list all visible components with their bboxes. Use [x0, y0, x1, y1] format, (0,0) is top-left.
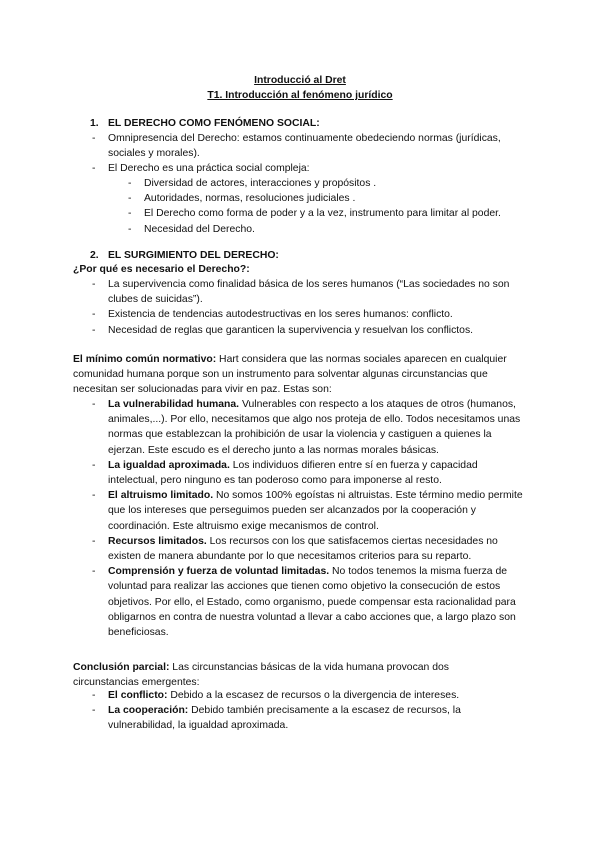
list-item: - Necesidad del Derecho. — [144, 222, 564, 237]
list-item: - Existencia de tendencias autodestructivas en los seres humanos: conflicto. — [108, 307, 528, 322]
list-item: - El Derecho es una práctica social compleja: — [108, 161, 528, 176]
dash-bullet: - — [92, 324, 96, 336]
list-item: - Omnipresencia del Derecho: estamos continuamente obedeciendo normas (jurídicas, sociales y morales). — [92, 133, 501, 160]
dash-bullet: - — [92, 490, 96, 502]
list-item: - La vulnerabilidad humana. Vulnerables con respecto a los ataques de otros (humanos, animales,...). Por ello, necesitamos que algo nos proteja de ello. Todos necesitamos unas normas que establezcan la prohibición de usar la violencia y castiguen a quienes la ejerzan. Este escudo es el derecho junto a las normas morales básicas. — [92, 399, 521, 456]
list-item: - La supervivencia como finalidad básica de los seres humanos (“Las sociedades no son clubes de suicidas”). — [92, 279, 510, 306]
section2-list — [92, 277, 528, 338]
dash-bullet: - — [128, 178, 132, 189]
section1-number: 1. — [90, 118, 99, 129]
dash-bullet: - — [128, 193, 132, 205]
dash-bullet: - — [92, 163, 96, 175]
dash-bullet: - — [92, 399, 96, 410]
list-item: - Necesidad de reglas que garanticen la supervivencia y resuelvan los conflictos. — [108, 323, 528, 338]
document-title: Introducció al Dret — [254, 75, 346, 86]
dash-bullet: - — [128, 223, 132, 235]
list-item: - Autoridades, normas, resoluciones judiciales . — [144, 191, 564, 206]
conclusion-label: Conclusión parcial: — [73, 662, 170, 673]
section1-title: EL DERECHO COMO FENÓMENO SOCIAL: — [108, 118, 320, 129]
list-item: - La igualdad aproximada. Los individuos difieren entre sí en fuerza y capacidad intelectual, pero ninguno es tan poderoso como para imponerse al resto. — [92, 459, 478, 487]
section1-list — [92, 131, 528, 177]
dash-bullet: - — [92, 566, 96, 578]
minimo-paragraph — [73, 352, 531, 398]
dash-bullet: - — [92, 279, 96, 290]
list-item: - Recursos limitados. Los recursos con los que satisfacemos ciertas necesidades no existen de manera abundante por lo que necesitamos criterios para su reparto. — [92, 535, 498, 563]
conclusion-text: Las circunstancias básicas de la vida humana provocan dos circunstancias emergentes: — [73, 662, 449, 689]
section2-heading — [90, 248, 279, 263]
dash-bullet: - — [92, 459, 96, 471]
list-item: - Diversidad de actores, interacciones y propósitos . — [144, 176, 564, 191]
dash-bullet: - — [92, 309, 96, 321]
dash-bullet: - — [128, 208, 132, 220]
section1-heading — [90, 116, 320, 131]
minimo-list — [92, 397, 530, 640]
section2-title: EL SURGIMIENTO DEL DERECHO: — [108, 250, 279, 261]
conclusion-list — [92, 688, 530, 734]
minimo-label: El mínimo común normativo: — [73, 354, 217, 365]
dash-bullet: - — [92, 705, 96, 717]
list-item: - El Derecho como forma de poder y a la vez, instrumento para limitar al poder. — [144, 206, 564, 221]
list-item: - El conflicto: Debido a la escasez de recursos o la divergencia de intereses. — [108, 688, 530, 703]
section2-number: 2. — [90, 250, 99, 261]
list-item: - El altruismo limitado. No somos 100% egoístas ni altruistas. Este término medio permite que los intereses que perseguimos pueden ser alcanzados por la cooperación y coordinación. Este altruismo exige mecanismos de control. — [92, 490, 523, 532]
minimo-text: Hart considera que las normas sociales aparecen en cualquier comunidad humana porque son un instrumento para solventar algunas circunstancias que necesitan ser solucionadas para vivir en paz. Estas son: — [73, 354, 507, 396]
document-subtitle: T1. Introducción al fenómeno jurídico — [207, 90, 393, 101]
list-item: - La cooperación: Debido también precisamente a la escasez de recursos, la vulnerabilidad, la igualdad aproximada. — [92, 705, 461, 732]
list-item: - Comprensión y fuerza de voluntad limitadas. No todos tenemos la misma fuerza de voluntad para realizar las acciones que tienen como objetivo la consecución de estos objetivos. Por ello, el Estado, como organismo, puede compensar esta racionalidad para obligarnos en contra de nuestra voluntad a llevar a cabo acciones que, a largo plazo son beneficiosas. — [92, 566, 516, 639]
section1-sublist — [128, 176, 564, 237]
dash-bullet: - — [92, 535, 96, 547]
dash-bullet: - — [92, 690, 96, 701]
dash-bullet: - — [92, 133, 96, 144]
conclusion-paragraph — [73, 660, 453, 690]
section2-question: ¿Por qué es necesario el Derecho?: — [73, 264, 250, 275]
